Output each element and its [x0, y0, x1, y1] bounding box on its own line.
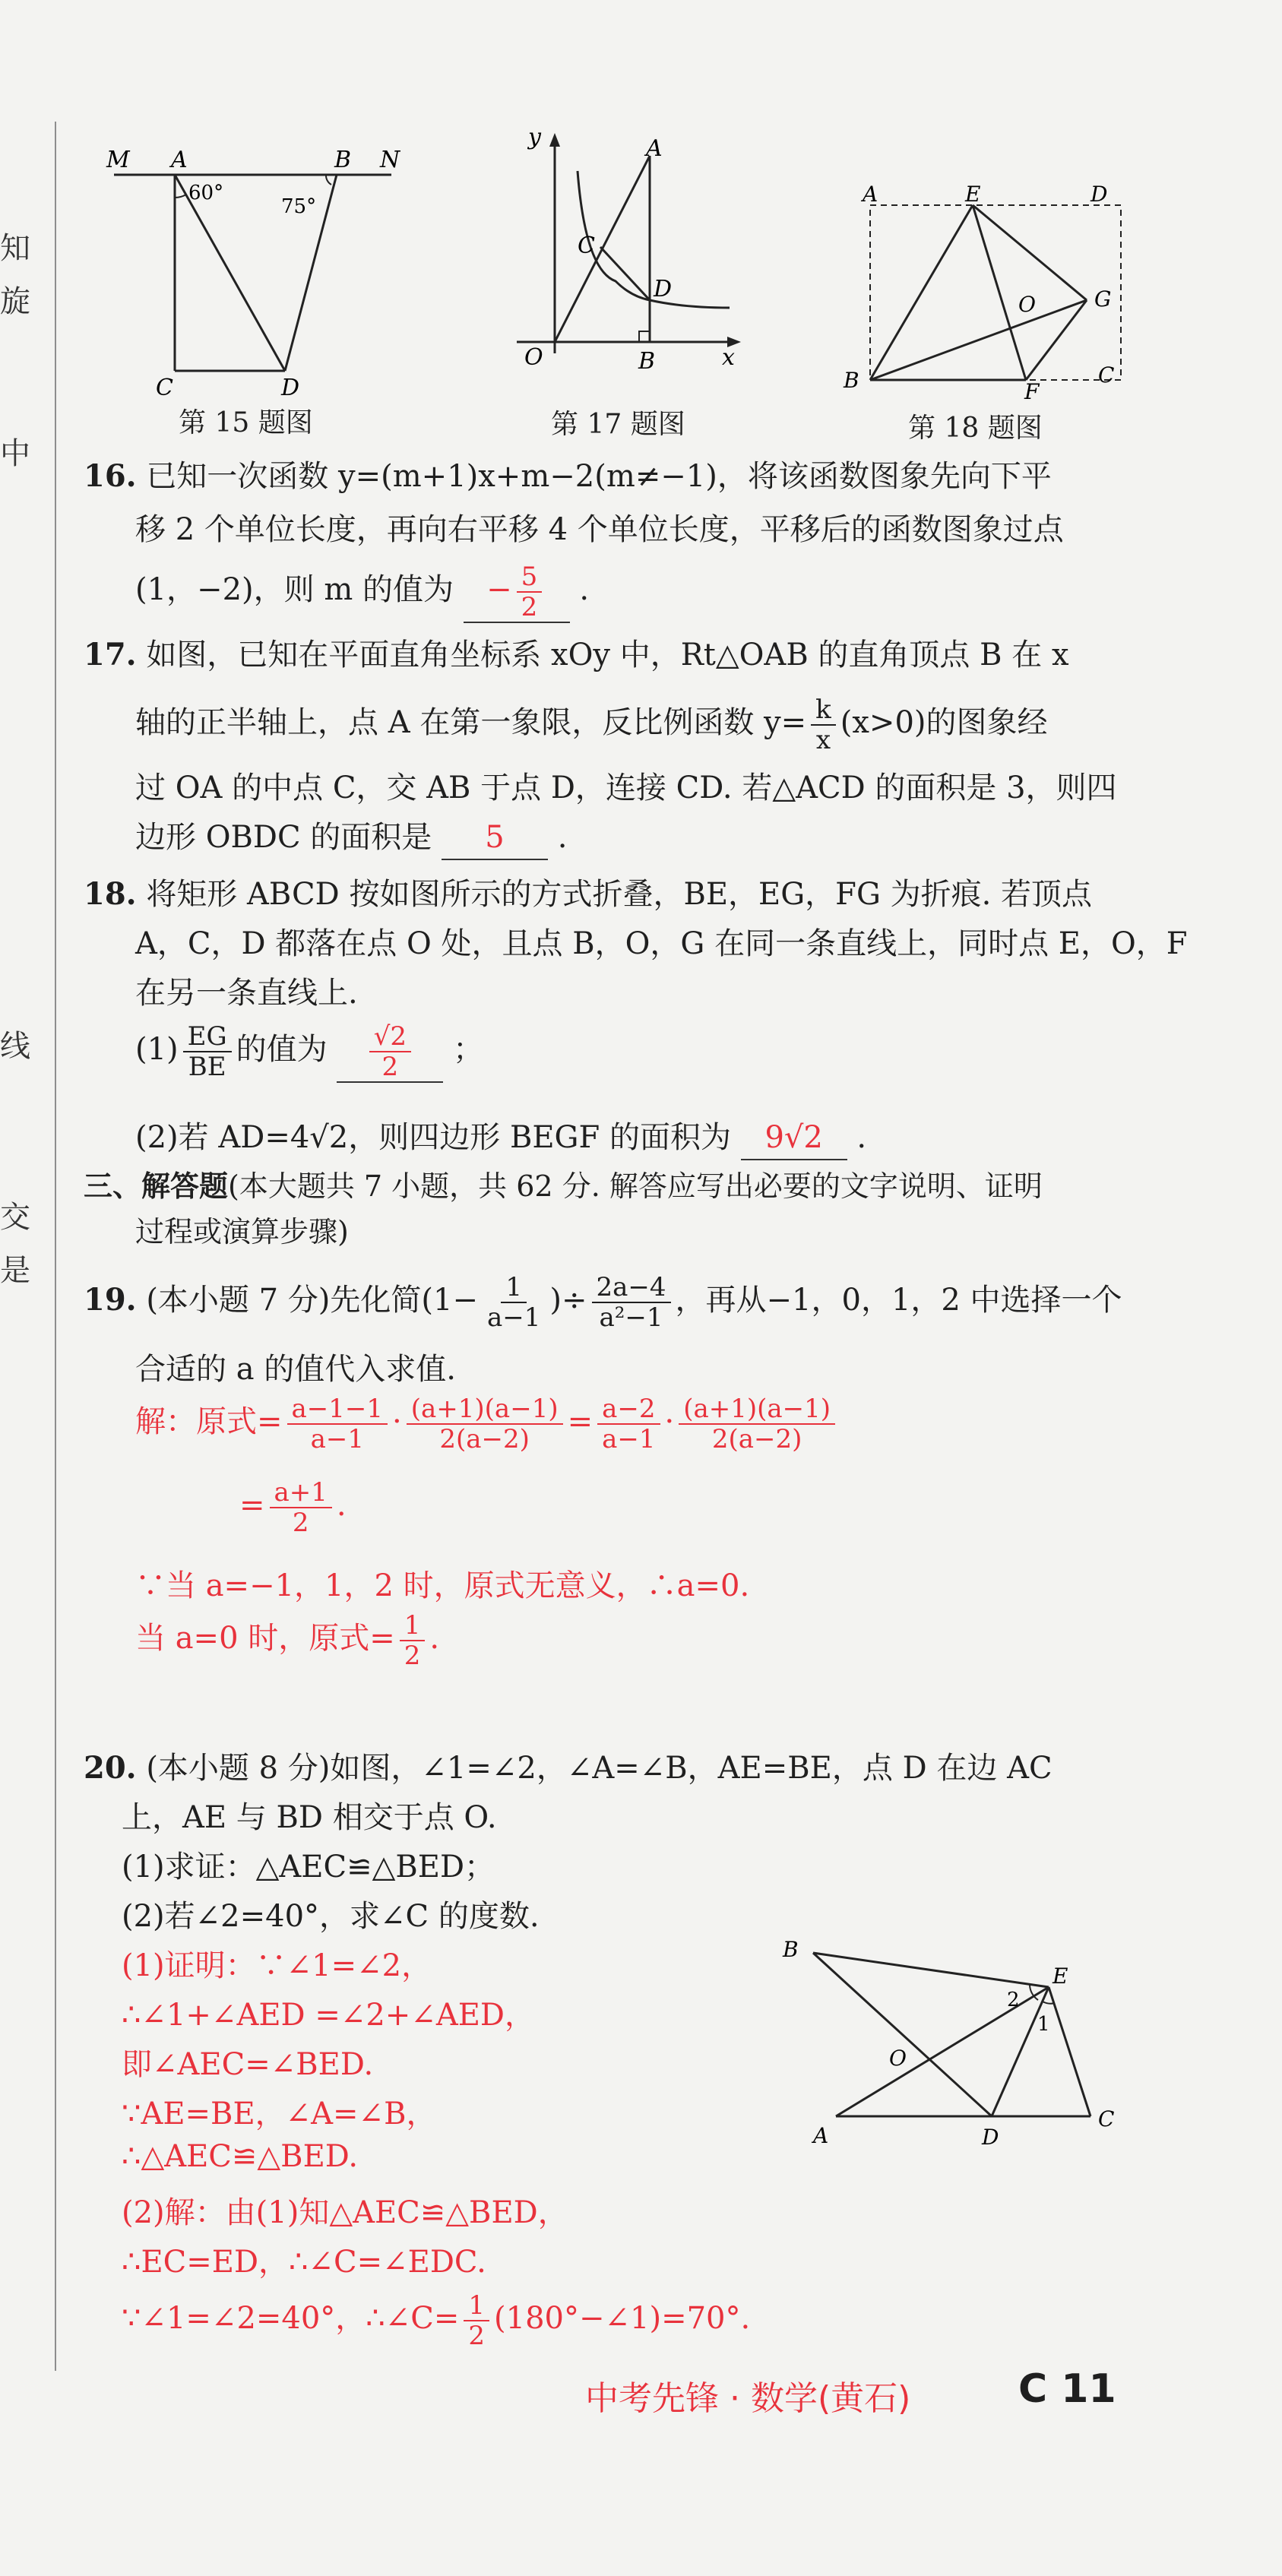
q18-line3: 在另一条直线上.: [135, 976, 358, 1011]
q20-solution-4: ∵AE=BE，∠A=∠B，: [122, 2097, 437, 2131]
label-B: B: [844, 368, 859, 393]
label-D: D: [654, 276, 673, 302]
q19-line1: 19. (本小题 7 分)先化简(1− $\frac{1}{a-1}$ )÷ $\frac{2a-4}{\text{a²−1}}$ ，再从−1，0，1，2 中选择一个: [84, 1272, 1122, 1333]
margin-char: 中: [0, 436, 30, 471]
q20-line3: (1)求证：△AEC≌△BED；: [122, 1850, 495, 1885]
caption-fig18: 第 18 题图: [908, 413, 1043, 444]
q20-line4: (2)若∠2=40°，求∠C 的度数.: [122, 1899, 540, 1934]
angle-2-label: 2: [1007, 1989, 1020, 2011]
q20-line1: 20. (本小题 8 分)如图，∠1=∠2，∠A=∠B，AE=BE，点 D 在边 AC: [84, 1750, 1053, 1786]
q20-solution-1: (1)证明：∵∠1=∠2，: [122, 1948, 432, 1983]
section-3-desc: 过程或演算步骤): [135, 1215, 349, 1248]
caption-fig17: 第 17 题图: [551, 409, 685, 440]
q17-line1: 17. 如图，已知在平面直角坐标系 xOy 中，Rt△OAB 的直角顶点 B 在 x: [84, 637, 1069, 672]
q18-line2: A，C，D 都落在点 O 处，且点 B，O，G 在同一条直线上，同时点 E，O，F: [135, 926, 1188, 961]
label-G: G: [1094, 286, 1112, 312]
q20-solution-5: ∴△AEC≌△BED.: [122, 2139, 359, 2174]
label-O: O: [1018, 292, 1036, 317]
label-A: A: [813, 2123, 829, 2148]
label-N: N: [380, 147, 400, 173]
q20-solution-3: 即∠AEC=∠BED.: [122, 2047, 374, 2082]
q20-solution-7: ∴EC=ED，∴∠C=∠EDC.: [122, 2245, 486, 2280]
label-D: D: [982, 2125, 999, 2150]
q16-line1: 16. 已知一次函数 y=(m+1)x+m−2(m≠−1)，将该函数图象先向下平: [84, 458, 1052, 494]
q16-line3: (1，−2)，则 m 的值为 − $\frac{5}{2}$ .: [135, 562, 590, 622]
q17-line3: 过 OA 的中点 C，交 AB 于点 D，连接 CD. 若△ACD 的面积是 3，则四: [135, 771, 1117, 805]
page-number: C 11: [1018, 2366, 1116, 2412]
figure-17: [502, 125, 752, 376]
q19-line2: 合适的 a 的值代入求值.: [135, 1352, 456, 1387]
section-3-header: 三、解答题(本大题共 7 小题，共 62 分. 解答应写出必要的文字说明、证明: [84, 1169, 1043, 1203]
q18-part2-answer: 9√2: [741, 1116, 847, 1160]
q20-solution-6: (2)解：由(1)知△AEC≌△BED，: [122, 2195, 568, 2230]
label-E: E: [1053, 1964, 1068, 1989]
caption-fig15: 第 15 题图: [179, 407, 313, 438]
label-B: B: [334, 147, 352, 173]
figure-20: [775, 1930, 1132, 2158]
q16-answer: − $\frac{5}{2}$: [464, 562, 570, 623]
margin-char: 线: [0, 1029, 30, 1064]
q19-solution-3: ∵当 a=−1，1，2 时，原式无意义，∴a=0.: [135, 1568, 750, 1603]
q18-part1-answer: $\frac{√2}{2}$: [337, 1022, 443, 1083]
label-C: C: [156, 375, 173, 401]
margin-rule: [55, 122, 56, 2371]
label-B: B: [638, 348, 656, 375]
q17-line4: 边形 OBDC 的面积是 5 .: [135, 813, 567, 860]
label-O: O: [889, 2046, 907, 2071]
margin-char: 是: [0, 1253, 30, 1288]
label-D: D: [1090, 182, 1108, 207]
label-C: C: [1098, 2106, 1115, 2131]
label-O: O: [524, 344, 543, 371]
margin-char: 交: [0, 1200, 30, 1235]
label-A: A: [171, 147, 188, 173]
q18-part1: (1) $\frac{EG}{BE}$ 的值为 $\frac{√2}{2}$ ；: [135, 1021, 484, 1082]
label-D: D: [281, 375, 300, 401]
angle-1-label: 1: [1037, 2013, 1050, 2036]
label-C: C: [1098, 362, 1115, 388]
q19-solution-2: = $\frac{a+1}{2}$ .: [239, 1477, 347, 1538]
angle-60-label: 60°: [188, 182, 224, 204]
footer-brand: 中考先锋 · 数学(黄石): [585, 2379, 911, 2418]
q17-line2: 轴的正半轴上，点 A 在第一象限，反比例函数 y= $\frac{k}{x}$ (x>0)的图象经: [135, 695, 1048, 755]
label-E: E: [965, 182, 981, 207]
label-F: F: [1024, 379, 1040, 399]
q19-solution-4: 当 a=0 时，原式= $\frac{1}{2}$ .: [135, 1610, 440, 1671]
label-A: A: [863, 182, 878, 207]
q18-line1: 18. 将矩形 ABCD 按如图所示的方式折叠，BE，EG，FG 为折痕. 若顶点: [84, 876, 1093, 912]
label-A: A: [646, 135, 663, 162]
q17-answer: 5: [442, 816, 548, 860]
q20-solution-2: ∴∠1+∠AED =∠2+∠AED，: [122, 1998, 535, 2033]
q20-solution-8: ∵∠1=∠2=40°，∴∠C= $\frac{1}{2}$ (180°−∠1)=70°.: [122, 2290, 751, 2351]
label-y: y: [528, 125, 541, 150]
label-x: x: [722, 344, 735, 371]
margin-char: 知: [0, 231, 30, 266]
figure-18: [836, 179, 1125, 399]
label-M: M: [106, 147, 130, 173]
label-C: C: [578, 233, 595, 259]
margin-char: 旋: [0, 284, 30, 319]
q19-solution-1: 解：原式= $\frac{a-1-1}{a-1}$ · $\frac{(a+1)(a-1)}{2(a-2)}$ = $\frac{a-2}{a-1}$ · $\frac{(a+1)(a-1)}{2(a-2)}$: [135, 1394, 840, 1454]
q18-part2: (2)若 AD=4√2，则四边形 BEGF 的面积为 9√2 .: [135, 1113, 866, 1160]
angle-75-label: 75°: [281, 195, 317, 218]
figure-15: [99, 137, 403, 403]
q16-line2: 移 2 个单位长度，再向右平移 4 个单位长度，平移后的函数图象过点: [135, 512, 1064, 547]
label-B: B: [783, 1937, 799, 1962]
q20-line2: 上，AE 与 BD 相交于点 O.: [122, 1800, 497, 1835]
